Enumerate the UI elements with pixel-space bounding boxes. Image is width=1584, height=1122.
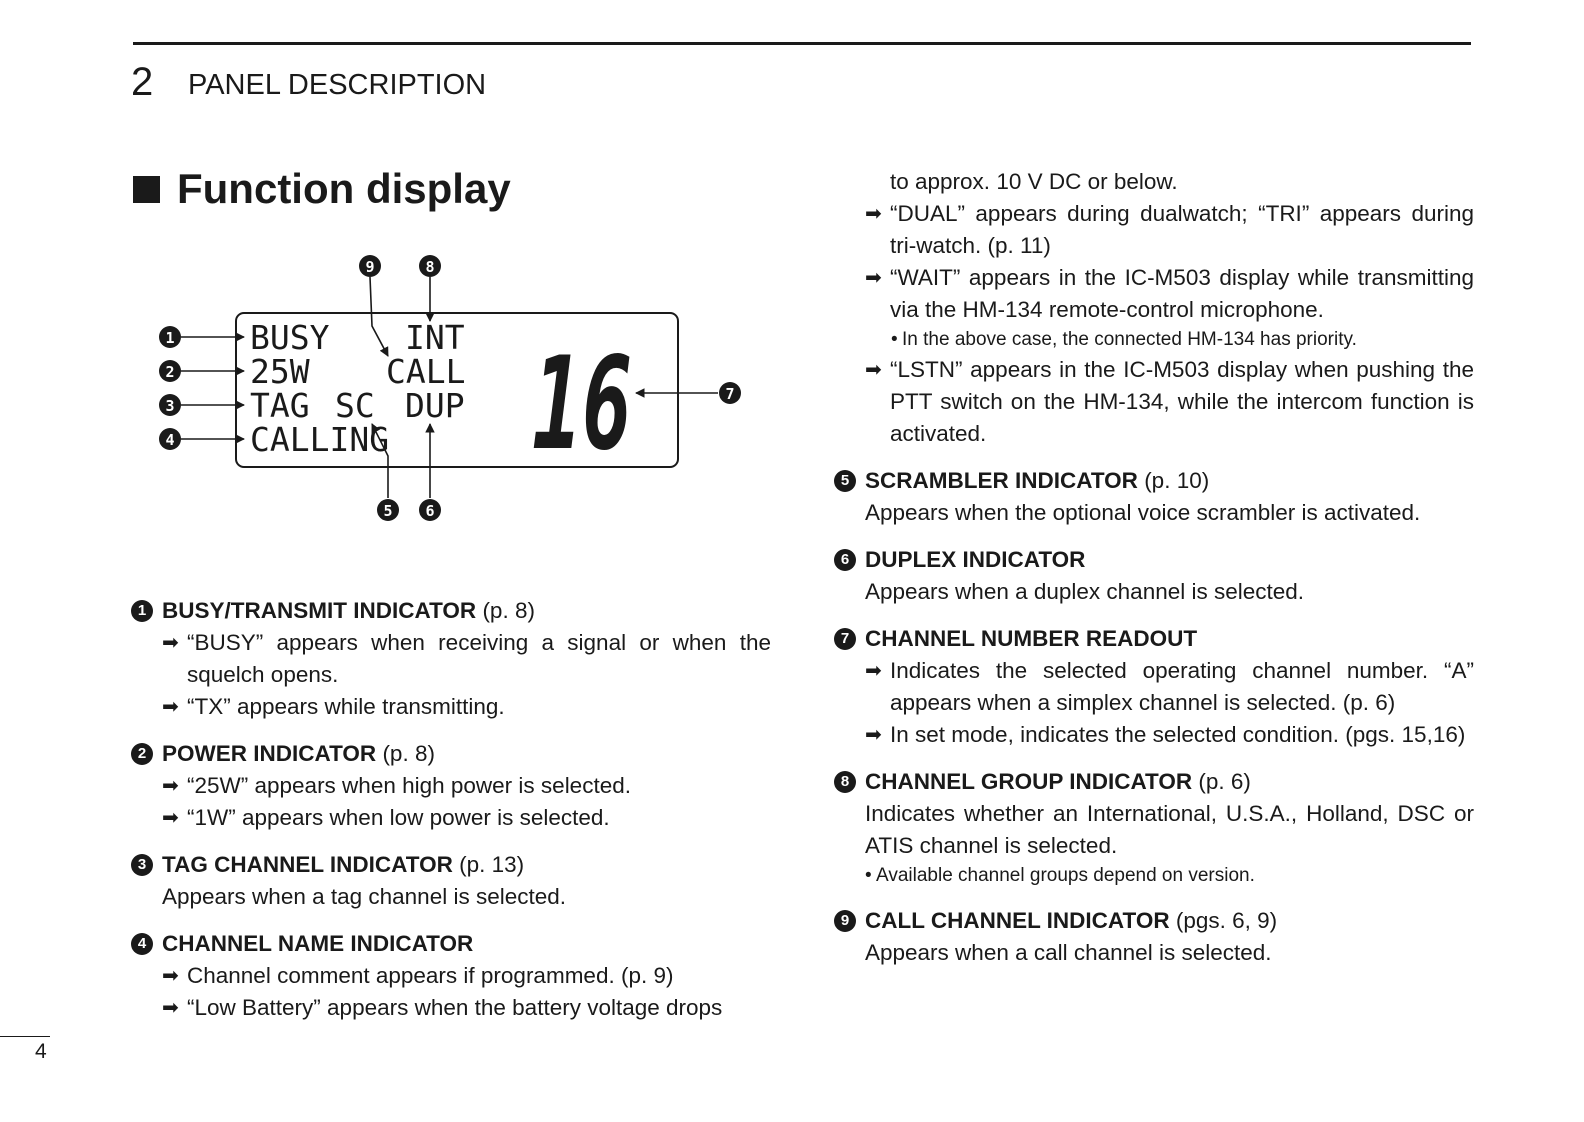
bullet-text: “WAIT” appears in the IC-M503 display while transmitting via the HM-134 remote-control microphone. xyxy=(890,265,1474,322)
lcd-busy: BUSY xyxy=(250,318,330,357)
callout-7 xyxy=(719,382,741,404)
item-text: Indicates whether an International, U.S.A., Holland, DSC or ATIS channel is selected. xyxy=(865,801,1474,858)
lcd-tag: TAG xyxy=(250,386,310,425)
section-heading xyxy=(133,163,511,215)
lcd-dup: DUP xyxy=(405,386,465,425)
chapter-number: 2 xyxy=(131,60,154,104)
left-column xyxy=(131,595,771,1039)
number-8-icon: 8 xyxy=(834,771,856,793)
svg-text:5: 5 xyxy=(383,502,393,520)
item-channel-group xyxy=(834,766,1474,890)
arrow-icon: ➡ xyxy=(162,696,179,718)
svg-text:8: 8 xyxy=(425,258,435,276)
page-ref: (p. 6) xyxy=(1198,769,1251,794)
bullet-text: Channel comment appears if programmed. (p. 9) xyxy=(187,963,674,988)
section-title: Function display xyxy=(177,165,511,212)
arrow-icon: ➡ xyxy=(162,632,179,654)
svg-text:6: 6 xyxy=(425,502,435,520)
bullet-text: “TX” appears while transmitting. xyxy=(187,694,505,719)
item-title: CHANNEL NUMBER READOUT xyxy=(865,626,1198,651)
callout-3 xyxy=(159,394,181,416)
item-title: CHANNEL GROUP INDICATOR xyxy=(865,769,1193,794)
bullet-text: In set mode, indicates the selected condition. (pgs. 15,16) xyxy=(890,722,1466,747)
svg-text:1: 1 xyxy=(165,329,175,347)
footer-rule xyxy=(0,1036,50,1037)
callout-4 xyxy=(159,428,181,450)
item-title: TAG CHANNEL INDICATOR xyxy=(162,852,453,877)
lcd-channel-number: 16 xyxy=(532,330,632,479)
lcd-int: INT xyxy=(405,318,465,357)
bullet-dot-icon: • xyxy=(891,329,898,350)
page-ref: (p. 8) xyxy=(382,741,435,766)
callout-5 xyxy=(377,499,399,521)
item-text: Appears when a duplex channel is selected. xyxy=(865,579,1305,604)
item-title: BUSY/TRANSMIT INDICATOR xyxy=(162,598,477,623)
item-channel-name xyxy=(131,928,771,1024)
number-9-icon: 9 xyxy=(834,910,856,932)
note-text: In the above case, the connected HM-134 has priority. xyxy=(902,329,1357,350)
arrow-icon: ➡ xyxy=(865,267,882,289)
bullet-text: “1W” appears when low power is selected. xyxy=(187,805,610,830)
arrow-icon: ➡ xyxy=(162,965,179,987)
arrow-icon: ➡ xyxy=(162,775,179,797)
item-text: Appears when a call channel is selected. xyxy=(865,940,1272,965)
svg-text:2: 2 xyxy=(165,363,175,381)
arrow-icon: ➡ xyxy=(162,807,179,829)
page-number: 4 xyxy=(35,1040,47,1063)
number-5-icon: 5 xyxy=(834,470,856,492)
arrow-icon: ➡ xyxy=(162,997,179,1019)
continued-text: to approx. 10 V DC or below. xyxy=(890,169,1178,194)
item-busy-transmit xyxy=(131,595,771,723)
number-4-icon: 4 xyxy=(131,933,153,955)
bullet-text: “25W” appears when high power is selected. xyxy=(187,773,631,798)
bullet-text: “LSTN” appears in the IC-M503 display when pushing the PTT switch on the HM-134, while the intercom function is activated. xyxy=(890,357,1474,446)
lcd-sc: SC xyxy=(335,386,375,425)
function-display-diagram xyxy=(150,248,750,533)
page-ref: (p. 13) xyxy=(459,852,525,877)
svg-text:7: 7 xyxy=(725,385,735,403)
bullet-text: “Low Battery” appears when the battery voltage drops xyxy=(187,995,723,1020)
bullet-text: Indicates the selected operating channel number. “A” appears when a simplex channel is selected. (p. 6) xyxy=(890,658,1474,715)
arrow-icon: ➡ xyxy=(865,724,882,746)
item-scrambler xyxy=(834,465,1474,529)
callout-8 xyxy=(419,255,441,277)
svg-text:4: 4 xyxy=(165,431,175,449)
number-2-icon: 2 xyxy=(131,743,153,765)
item-title: CALL CHANNEL INDICATOR xyxy=(865,908,1170,933)
svg-text:3: 3 xyxy=(165,397,175,415)
square-bullet-icon xyxy=(133,176,160,203)
number-6-icon: 6 xyxy=(834,549,856,571)
callout-1 xyxy=(159,326,181,348)
page-ref: (p. 8) xyxy=(482,598,535,623)
item-call-channel xyxy=(834,905,1474,969)
header-rule xyxy=(133,42,1471,45)
right-column xyxy=(834,166,1474,984)
note-text: Available channel groups depend on version. xyxy=(876,865,1255,886)
item-title: CHANNEL NAME INDICATOR xyxy=(162,931,474,956)
number-7-icon: 7 xyxy=(834,628,856,650)
number-1-icon: 1 xyxy=(131,600,153,622)
arrow-icon: ➡ xyxy=(865,660,882,682)
callout-9 xyxy=(359,255,381,277)
page-ref: (pgs. 6, 9) xyxy=(1175,908,1278,933)
lcd-call: CALL xyxy=(386,352,466,391)
item-duplex xyxy=(834,544,1474,608)
svg-text:9: 9 xyxy=(365,258,375,276)
item-title: POWER INDICATOR xyxy=(162,741,377,766)
bullet-dot-icon: • xyxy=(865,865,872,886)
item-text: Appears when a tag channel is selected. xyxy=(162,884,567,909)
arrow-icon: ➡ xyxy=(865,203,882,225)
item-channel-name-continued xyxy=(834,166,1474,450)
item-title: SCRAMBLER INDICATOR xyxy=(865,468,1138,493)
chapter-title: PANEL DESCRIPTION xyxy=(188,69,487,101)
item-text: Appears when the optional voice scrambler is activated. xyxy=(865,500,1421,525)
page-ref: (p. 10) xyxy=(1144,468,1210,493)
bullet-text: “BUSY” appears when receiving a signal or when the squelch opens. xyxy=(187,630,771,687)
item-channel-number xyxy=(834,623,1474,751)
lcd-calling: CALLING xyxy=(250,420,390,459)
callout-2 xyxy=(159,360,181,382)
bullet-text: “DUAL” appears during dualwatch; “TRI” appears during tri-watch. (p. 11) xyxy=(890,201,1474,258)
callout-6 xyxy=(419,499,441,521)
number-3-icon: 3 xyxy=(131,854,153,876)
item-power xyxy=(131,738,771,834)
lcd-power: 25W xyxy=(250,352,310,391)
arrow-icon: ➡ xyxy=(865,359,882,381)
item-tag-channel xyxy=(131,849,771,913)
item-title: DUPLEX INDICATOR xyxy=(865,547,1086,572)
